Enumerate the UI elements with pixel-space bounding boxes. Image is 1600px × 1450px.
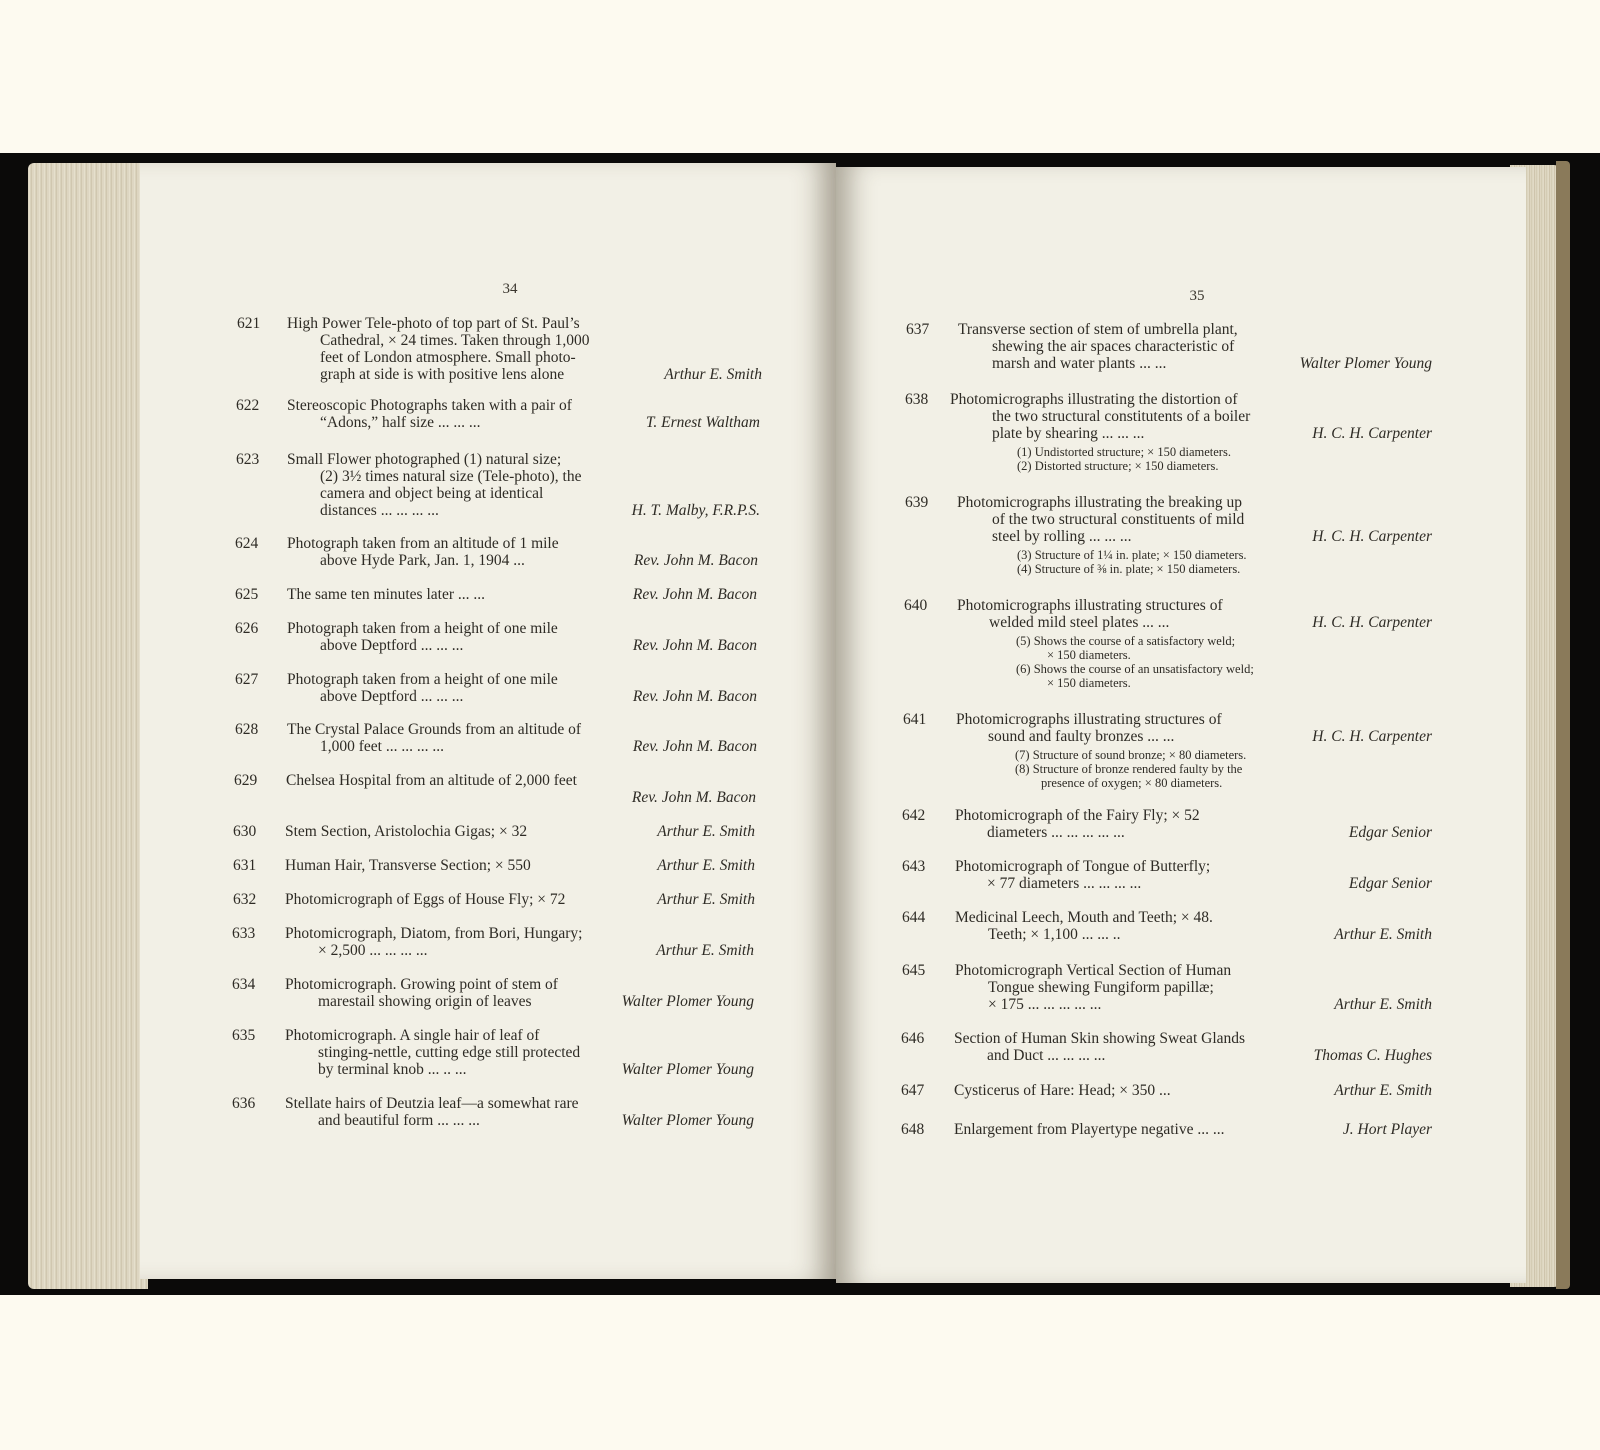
entry-author: H. T. Malby, F.R.P.S. (631, 502, 760, 519)
entry-line: × 175 ... ... ... ... ... (988, 996, 1102, 1013)
entry-number: 643 (902, 858, 926, 875)
entry-line: welded mild steel plates ... ... (989, 614, 1170, 631)
entry-author: H. C. H. Carpenter (1312, 425, 1432, 442)
entry-author: Arthur E. Smith (656, 942, 754, 959)
entry-author: Arthur E. Smith (657, 857, 755, 874)
entry-line: The Crystal Palace Grounds from an altitude of (287, 721, 581, 738)
entry-line: Tongue shewing Fungiform papillæ; (988, 979, 1214, 996)
entry-number: 637 (906, 321, 930, 338)
entry-number: 630 (233, 823, 257, 840)
entry-line: shewing the air spaces characteristic of (992, 338, 1235, 355)
entry-number: 638 (905, 391, 929, 408)
entry-author: T. Ernest Waltham (645, 414, 760, 431)
entry-number: 640 (904, 597, 928, 614)
entry-line: Photomicrograph. A single hair of leaf of (285, 1027, 540, 1044)
entry-number: 636 (232, 1095, 256, 1112)
entry-line: above Hyde Park, Jan. 1, 1904 ... (320, 552, 525, 569)
entry-author: Rev. John M. Bacon (632, 738, 757, 755)
entry-line: of the two structural constituents of mild (992, 511, 1245, 528)
entry-number: 626 (235, 620, 259, 637)
page-number: 34 (502, 281, 518, 297)
entry-number: 625 (235, 586, 259, 603)
entry-author: Rev. John M. Bacon (632, 586, 757, 603)
entry-line: Chelsea Hospital from an altitude of 2,000 feet (286, 772, 577, 789)
entry-line: Section of Human Skin showing Sweat Glands (954, 1030, 1246, 1047)
entry-line: sound and faulty bronzes ... ... (988, 728, 1175, 745)
entry-line: The same ten minutes later ... ... (287, 586, 485, 603)
entry-line: and beautiful form ... ... ... (318, 1112, 480, 1129)
entry-number: 622 (236, 397, 260, 414)
entry-line: camera and object being at identical (320, 485, 544, 502)
entry-line: Stellate hairs of Deutzia leaf—a somewhat rare (285, 1095, 579, 1112)
entry-line: marsh and water plants ... ... (992, 355, 1167, 372)
entry-line: Human Hair, Transverse Section; × 550 (285, 857, 531, 874)
entry-line: Photomicrograph. Growing point of stem of (285, 976, 558, 993)
entry-line: marestail showing origin of leaves (318, 993, 532, 1010)
entry-sub-line: (1) Undistorted structure; × 150 diameters. (1017, 445, 1231, 459)
entry-author: Thomas C. Hughes (1313, 1047, 1432, 1064)
entry-number: 635 (232, 1027, 256, 1044)
entry-line: 1,000 feet ... ... ... ... (320, 738, 444, 755)
entry-author: J. Hort Player (1342, 1121, 1432, 1138)
entry-number: 633 (232, 925, 256, 942)
entry-author: Walter Plomer Young (621, 1061, 754, 1078)
entry-line: × 2,500 ... ... ... ... (318, 942, 428, 959)
entry-author: Rev. John M. Bacon (632, 637, 757, 654)
book-photo (0, 153, 1600, 1295)
entry-sub-line: (4) Structure of ⅜ in. plate; × 150 diameters. (1017, 562, 1241, 576)
entry-line: Photograph taken from a height of one mile (287, 620, 558, 637)
entry-author: Rev. John M. Bacon (631, 789, 756, 806)
entry-number: 648 (901, 1121, 925, 1138)
entry-line: stinging-nettle, cutting edge still protected (318, 1044, 581, 1061)
entry-author: Arthur E. Smith (657, 823, 755, 840)
entry-number: 641 (903, 711, 927, 728)
entry-line: × 77 diameters ... ... ... ... (987, 875, 1142, 892)
entry-line: above Deptford ... ... ... (320, 688, 464, 705)
entry-number: 634 (232, 976, 256, 993)
entry-line: Small Flower photographed (1) natural size; (287, 451, 562, 468)
entry-line: Photomicrographs illustrating structures of (956, 711, 1222, 728)
entry-line: Photomicrograph of Tongue of Butterfly; (955, 858, 1211, 875)
entry-line: Photograph taken from a height of one mile (287, 671, 558, 688)
entry-author: Walter Plomer Young (621, 993, 754, 1010)
entry-line: by terminal knob ... .. ... (318, 1061, 467, 1078)
entry-line: Photomicrograph, Diatom, from Bori, Hungary; (285, 925, 583, 942)
entry-line: “Adons,” half size ... ... ... (320, 414, 481, 431)
entry-line: Stereoscopic Photographs taken with a pair of (287, 397, 572, 414)
entry-number: 624 (235, 535, 259, 552)
entry-line: the two structural constitutents of a boiler (992, 408, 1251, 425)
entry-number: 644 (902, 909, 926, 926)
entry-number: 628 (235, 721, 259, 738)
entry-number: 629 (234, 772, 258, 789)
entry-line: High Power Tele-photo of top part of St. Paul’s (287, 315, 580, 332)
entry-line: Photomicrographs illustrating the breaking up (957, 494, 1242, 511)
entry-sub-line: (2) Distorted structure; × 150 diameters. (1017, 459, 1219, 473)
entry-line: Photomicrograph of Eggs of House Fly; × 72 (285, 891, 566, 908)
entry-line: Transverse section of stem of umbrella plant, (958, 321, 1238, 338)
entry-line: Photomicrographs illustrating structures of (957, 597, 1223, 614)
entry-sub-line: (8) Structure of bronze rendered faulty by the (1015, 762, 1243, 776)
entry-number: 639 (905, 494, 929, 511)
entry-author: Rev. John M. Bacon (632, 688, 757, 705)
entry-number: 627 (235, 671, 259, 688)
entry-sub-line: presence of oxygen; × 80 diameters. (1041, 776, 1223, 790)
page-number: 35 (1189, 288, 1205, 304)
entry-number: 631 (233, 857, 257, 874)
entry-author: Rev. John M. Bacon (633, 552, 758, 569)
entry-author: Walter Plomer Young (1299, 355, 1432, 372)
entry-number: 621 (237, 315, 261, 332)
entry-line: Enlargement from Playertype negative ... ... (954, 1121, 1225, 1138)
entry-sub-line: (5) Shows the course of a satisfactory weld; (1016, 634, 1236, 648)
entry-author: Edgar Senior (1348, 824, 1432, 841)
entry-author: Walter Plomer Young (621, 1112, 754, 1129)
entry-number: 645 (902, 962, 926, 979)
entry-line: Cathedral, × 24 times. Taken through 1,000 (320, 332, 590, 349)
book-cover-edge (1556, 161, 1570, 1289)
right-page (836, 167, 1526, 1283)
entry-author: Arthur E. Smith (1334, 1082, 1432, 1099)
left-page (140, 163, 836, 1279)
entry-number: 646 (901, 1030, 925, 1047)
entry-author: Arthur E. Smith (1334, 996, 1432, 1013)
entry-line: feet of London atmosphere. Small photo- (320, 349, 576, 366)
entry-sub-line: (7) Structure of sound bronze; × 80 diameters. (1015, 748, 1247, 762)
entry-line: (2) 3½ times natural size (Tele-photo), the (320, 468, 582, 485)
entry-line: graph at side is with positive lens alone (320, 366, 565, 383)
entry-author: Arthur E. Smith (664, 366, 762, 383)
entry-line: Stem Section, Aristolochia Gigas; × 32 (285, 823, 528, 840)
entry-number: 623 (236, 451, 260, 468)
entry-author: Arthur E. Smith (657, 891, 755, 908)
entry-number: 642 (902, 807, 926, 824)
entry-sub-line: (6) Shows the course of an unsatisfactory weld; (1016, 662, 1254, 676)
entry-sub-line: × 150 diameters. (1047, 676, 1131, 690)
entry-sub-line: (3) Structure of 1¼ in. plate; × 150 diameters. (1017, 548, 1247, 562)
entry-author: H. C. H. Carpenter (1312, 728, 1432, 745)
entry-sub-line: × 150 diameters. (1047, 648, 1131, 662)
entry-line: Teeth; × 1,100 ... ... .. (988, 926, 1121, 943)
entry-line: plate by shearing ... ... ... (992, 425, 1145, 442)
entry-line: steel by rolling ... ... ... (992, 528, 1132, 545)
page-edges-left (28, 163, 148, 1289)
entry-line: Cysticerus of Hare: Head; × 350 ... (954, 1082, 1171, 1099)
entry-line: above Deptford ... ... ... (320, 637, 464, 654)
entry-line: Photomicrograph of the Fairy Fly; × 52 (955, 807, 1200, 824)
entry-author: H. C. H. Carpenter (1312, 614, 1432, 631)
entry-line: Photograph taken from an altitude of 1 mile (287, 535, 559, 552)
entry-line: and Duct ... ... ... ... (987, 1047, 1106, 1064)
entry-line: distances ... ... ... ... (320, 502, 439, 519)
entry-line: Medicinal Leech, Mouth and Teeth; × 48. (955, 909, 1213, 926)
entry-author: Edgar Senior (1348, 875, 1432, 892)
entry-line: Photomicrographs illustrating the distortion of (950, 391, 1238, 408)
entry-author: Arthur E. Smith (1334, 926, 1432, 943)
entry-line: diameters ... ... ... ... ... (987, 824, 1125, 841)
entry-number: 632 (233, 891, 257, 908)
entry-number: 647 (901, 1082, 925, 1099)
entry-author: H. C. H. Carpenter (1312, 528, 1432, 545)
entry-line: Photomicrograph Vertical Section of Human (955, 962, 1232, 979)
